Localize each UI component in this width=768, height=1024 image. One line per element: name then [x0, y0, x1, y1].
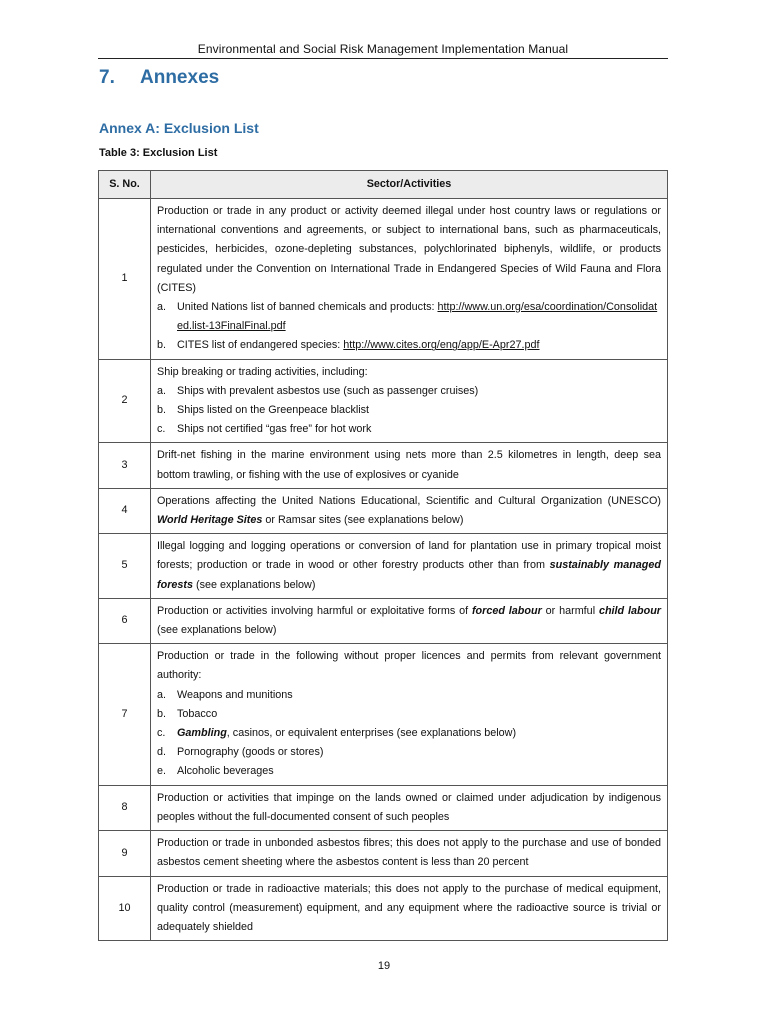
sub-item [157, 420, 661, 439]
sub-item [157, 705, 661, 724]
table-row [99, 831, 668, 876]
sub-item [157, 382, 661, 401]
sub-item-text: Pornography (goods or stores) [177, 746, 324, 759]
sub-item-marker: b. [157, 404, 167, 417]
sub-item-text: Tobacco [177, 707, 218, 720]
sub-item-marker: a. [157, 384, 167, 397]
table-caption: Table 3: Exclusion List [99, 147, 218, 159]
sub-item-text: Alcoholic beverages [177, 765, 274, 778]
row-number: 7 [99, 644, 151, 785]
activity-text: (see explanations below) [193, 578, 316, 591]
emphasis-term: forced labour [471, 604, 542, 617]
row-activity [151, 359, 668, 443]
row-activity: Production or activities that impinge on the lands owned or claimed under adjudication by indigenous peoples without the full-documented consent of such peoples [151, 785, 668, 830]
activity-text: Ship breaking or trading activities, including: [157, 365, 368, 378]
table-row [99, 644, 668, 785]
activity-text: Illegal logging and logging operations or conversion of land for plantation use in primary tropical moist forests; production or trade in wood or other forestry products other than from [157, 540, 661, 572]
sub-item-text: United Nations list of banned chemicals and products: [177, 301, 438, 314]
activity-text: Operations affecting the United Nations Educational, Scientific and Cultural Organization (UNESCO) [157, 494, 661, 507]
section-title: Annexes [140, 67, 220, 88]
annex-heading: Annex A: Exclusion List [99, 120, 259, 136]
activity-text: or harmful [541, 604, 599, 617]
row-activity [151, 488, 668, 533]
row-activity [151, 598, 668, 643]
sub-item [157, 336, 661, 355]
table-row [99, 488, 668, 533]
row-activity [151, 534, 668, 599]
sub-item-link[interactable]: http://www.un.org/esa/coordination/Consolidated.list-13FinalFinal.pdf [177, 301, 658, 333]
row-number: 10 [99, 876, 151, 941]
running-header: Environmental and Social Risk Management Implementation Manual [197, 42, 569, 56]
section-number: 7. [99, 67, 115, 88]
table-row [99, 359, 668, 443]
table-row [99, 598, 668, 643]
table-header-row [99, 171, 668, 199]
emphasis-term: child labour [598, 604, 661, 617]
sub-item-text: CITES list of endangered species: [177, 339, 344, 352]
table-row [99, 876, 668, 941]
activity-text: Production or trade in the following without proper licences and permits from relevant government authority: [157, 650, 661, 682]
section-heading [99, 67, 219, 89]
sub-item-text: Weapons and munitions [177, 688, 293, 701]
sub-item [157, 298, 661, 336]
row-number: 4 [99, 488, 151, 533]
row-activity [151, 644, 668, 785]
row-activity [151, 199, 668, 360]
table-row [99, 199, 668, 360]
row-activity: Drift-net fishing in the marine environment using nets more than 2.5 kilometres in length, deep sea bottom trawling, or fishing with the use of explosives or cyanide [151, 443, 668, 488]
table-row [99, 534, 668, 599]
sub-item-marker: b. [157, 339, 167, 352]
row-number: 8 [99, 785, 151, 830]
emphasis-term: World Heritage Sites [157, 514, 263, 527]
sub-item [157, 686, 661, 705]
sub-item-marker: a. [157, 301, 167, 314]
emphasis-term: sustainably managed forests [157, 559, 661, 591]
sub-item-text: Ships with prevalent asbestos use (such as passenger cruises) [177, 384, 479, 397]
exclusion-table [98, 170, 668, 941]
sub-item-marker: d. [157, 746, 167, 759]
row-number: 2 [99, 359, 151, 443]
row-number: 5 [99, 534, 151, 599]
sub-item [157, 762, 661, 781]
header-activity: Sector/Activities [151, 171, 668, 199]
row-number: 1 [99, 199, 151, 360]
table-row [99, 785, 668, 830]
sub-item-marker: a. [157, 688, 167, 701]
sub-item-marker: c. [157, 423, 166, 436]
header-rule [98, 58, 668, 59]
activity-text: (see explanations below) [157, 624, 277, 637]
activity-text: Production or trade in any product or activity deemed illegal under host country laws or regulations or international conventions and agreements, or subject to international bans, such as pharmaceuticals, pesticides, herbicides, ozone-depleting substances, polychlorinated biphenyls, wildlife, or products regulated under the Convention on International Trade in Endangered Species of Wild Fauna and Flora (CITES) [157, 205, 661, 294]
sub-item-marker: b. [157, 707, 167, 720]
sub-item [157, 401, 661, 420]
sub-item-link[interactable]: http://www.cites.org/eng/app/E-Apr27.pdf [343, 339, 540, 352]
row-number: 3 [99, 443, 151, 488]
row-number: 6 [99, 598, 151, 643]
sub-item-marker: e. [157, 765, 167, 778]
row-activity: Production or trade in radioactive materials; this does not apply to the purchase of medical equipment, quality control (measurement) equipment, and any equipment where the radioactive source is trivial or adequately shielded [151, 876, 668, 941]
row-number: 9 [99, 831, 151, 876]
row-activity: Production or trade in unbonded asbestos fibres; this does not apply to the purchase and use of bonded asbestos cement sheeting where the asbestos content is less than 20 percent [151, 831, 668, 876]
sub-item [157, 743, 661, 762]
sub-item-text: Ships not certified “gas free” for hot work [177, 423, 372, 436]
page-number: 19 [377, 960, 391, 972]
table-row [99, 443, 668, 488]
sub-item-text: Ships listed on the Greenpeace blacklist [177, 404, 370, 417]
emphasis-term: Gambling [177, 727, 227, 740]
header-sno: S. No. [99, 171, 151, 199]
activity-text: or Ramsar sites (see explanations below) [262, 514, 464, 527]
activity-text: Production or activities involving harmful or exploitative forms of [157, 604, 472, 617]
sub-item-marker: c. [157, 727, 166, 740]
sub-item [157, 724, 661, 743]
sub-item-text: , casinos, or equivalent enterprises (see explanations below) [226, 727, 517, 740]
